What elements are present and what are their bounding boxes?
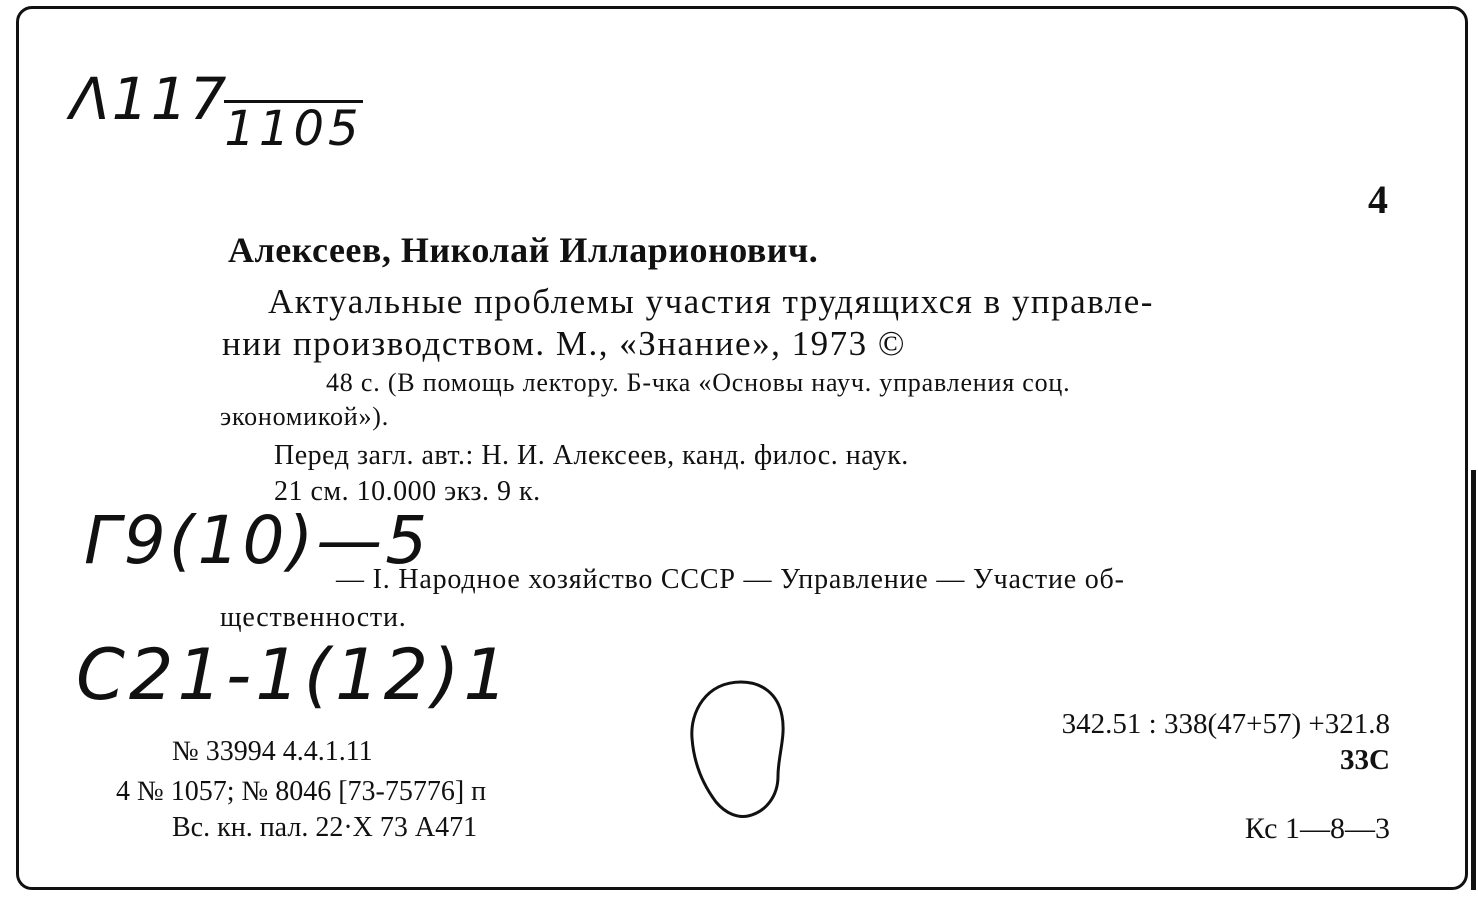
udc-index: 342.51 : 338(47+57) +321.8 (1061, 708, 1390, 740)
title-line-1: Актуальные проблемы участия трудящихся в управле- (268, 282, 1154, 321)
collation-line-2: экономикой»). (220, 402, 390, 431)
call-number-sub: 1105 (224, 101, 363, 157)
subject-line-1: — I. Народное хозяйство СССР — Управление — Участие об- (336, 564, 1125, 595)
price-code: Кс 1—8—3 (1244, 812, 1390, 845)
subject-line-2: щественности. (220, 602, 407, 633)
call-number-main: Λ117 (70, 65, 229, 133)
note-line-1: Перед загл. авт.: Н. И. Алексеев, канд. филос. наук. (274, 440, 909, 471)
author-code: 33С (1340, 744, 1390, 776)
note-line-2: 21 см. 10.000 экз. 9 к. (274, 476, 541, 507)
imprint-line-2: 4 № 1057; № 8046 [73-75776] п (116, 776, 487, 807)
oval-stamp-mark (686, 676, 796, 826)
handwritten-call-number (70, 65, 363, 157)
collation-line-1: 48 с. (В помощь лектору. Б-чка «Основы науч. управления соц. (326, 368, 1071, 397)
author-heading: Алексеев, Николай Илларионович. (228, 230, 819, 270)
imprint-line-3: Вс. кн. пал. 22·X 73 А471 (172, 812, 478, 843)
title-line-2: нии производством. М., «Знание», 1973 © (222, 324, 906, 363)
card-number: 4 (1368, 177, 1388, 222)
handwritten-classification-2: С21-1(12)1 (76, 634, 512, 716)
handwritten-classification-1: Г9(10)—5 (84, 502, 431, 579)
card-edge-shadow (1471, 470, 1476, 890)
imprint-line-1: № 33994 4.4.1.11 (172, 736, 373, 767)
